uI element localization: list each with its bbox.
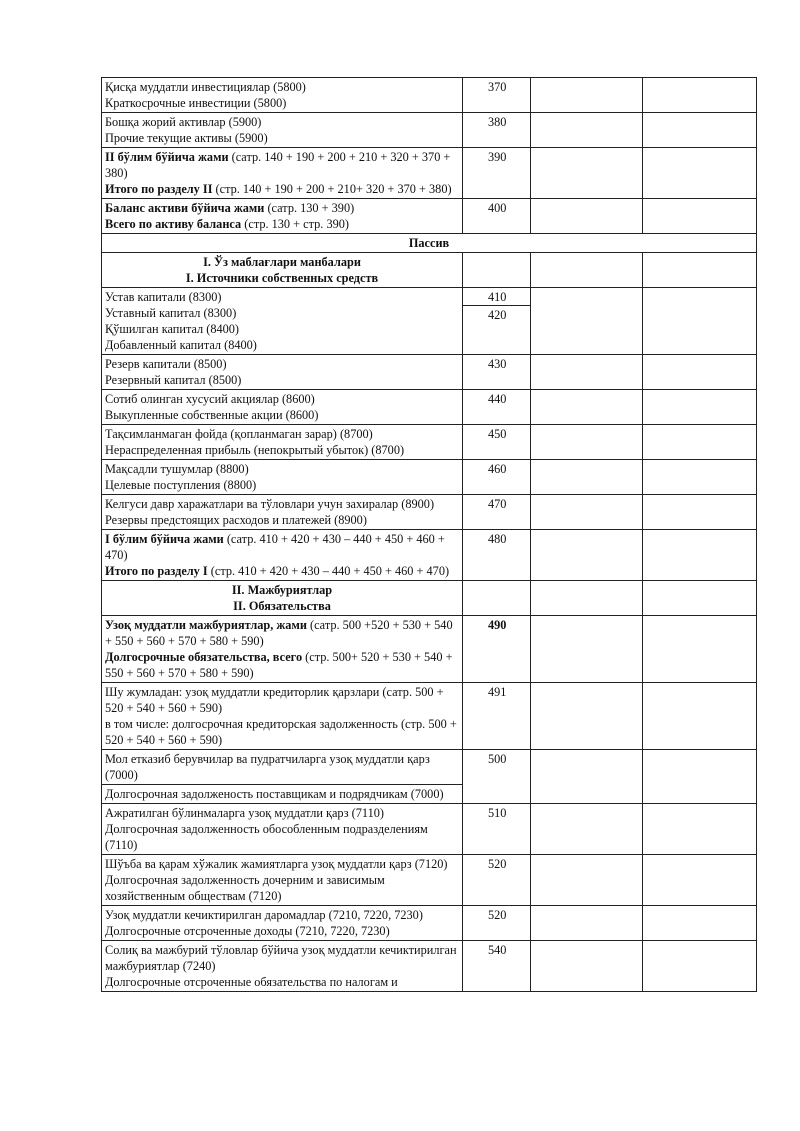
value-cell-end xyxy=(643,78,757,113)
value-cell-start xyxy=(531,855,643,906)
value-cell-start xyxy=(531,495,643,530)
table-row xyxy=(102,495,757,530)
value-cell-start xyxy=(531,390,643,425)
row-code xyxy=(463,581,531,616)
table-row xyxy=(102,425,757,460)
value-cell-start xyxy=(531,530,643,581)
row-description: Баланс активи бўйича жами (сатр. 130 + 390) Всего по активу баланса (стр. 130 + стр. 390) xyxy=(102,199,463,234)
row-code: 491 xyxy=(463,683,531,750)
row-code xyxy=(463,253,531,288)
row-code: 510 xyxy=(463,804,531,855)
table-row xyxy=(102,683,757,750)
value-cell-end xyxy=(643,804,757,855)
value-cell-end xyxy=(643,495,757,530)
section-title-row xyxy=(102,253,757,288)
row-code: 500 xyxy=(463,750,531,804)
row-description: Устав капитали (8300) Уставный капитал (8300) Қўшилган капитал (8400) Добавленный капитал (8400) xyxy=(102,288,463,355)
value-cell-start xyxy=(531,804,643,855)
value-cell-end xyxy=(643,750,757,804)
row-code: 410 xyxy=(488,290,507,304)
row-code: 400 xyxy=(463,199,531,234)
value-cell-start xyxy=(531,78,643,113)
value-cell-end xyxy=(643,425,757,460)
value-cell-end xyxy=(643,581,757,616)
row-description: Тақсимланмаган фойда (қопланмаган зарар) (8700) Нераспределенная прибыль (непокрытый убыток) (8700) xyxy=(102,425,463,460)
value-cell-end xyxy=(643,906,757,941)
row-description-split xyxy=(102,750,463,804)
table-row xyxy=(102,530,757,581)
table-row xyxy=(102,804,757,855)
row-description: Шўъба ва қарам хўжалик жамиятларга узоқ муддатли қарз (7120) Долгосрочная задолженность дочерним и зависимым хозяйственным обществам (7120) xyxy=(102,855,463,906)
table-row xyxy=(102,616,757,683)
value-cell-start xyxy=(531,199,643,234)
section-header-row xyxy=(102,234,757,253)
row-code: 390 xyxy=(463,148,531,199)
row-code: 440 xyxy=(463,390,531,425)
value-cell-end xyxy=(643,683,757,750)
table-row xyxy=(102,855,757,906)
value-cell-start xyxy=(531,253,643,288)
row-code: 520 xyxy=(463,855,531,906)
row-description: Солиқ ва мажбурий тўловлар бўйича узоқ муддатли кечиктирилган мажбуриятлар (7240) Долгосрочные отсроченные обязательства по налогам и xyxy=(102,941,463,992)
value-cell-end xyxy=(643,199,757,234)
table-row xyxy=(102,199,757,234)
row-code: 380 xyxy=(463,113,531,148)
row-description: Қисқа муддатли инвестициялар (5800) Краткосрочные инвестиции (5800) xyxy=(102,78,463,113)
row-description: Келгуси давр харажатлари ва тўловлари учун захиралар (8900) Резервы предстоящих расходов и платежей (8900) xyxy=(102,495,463,530)
value-cell-end xyxy=(643,460,757,495)
value-cell-start xyxy=(531,425,643,460)
value-cell-end xyxy=(643,253,757,288)
value-cell-start xyxy=(531,288,643,355)
row-code: 370 xyxy=(463,78,531,113)
row-description: Бошқа жорий активлар (5900) Прочие текущие активы (5900) xyxy=(102,113,463,148)
value-cell-end xyxy=(643,390,757,425)
section-title: I. Ўз маблағлари манбалари I. Источники собственных средств xyxy=(102,253,463,288)
value-cell-start xyxy=(531,113,643,148)
section-title-row xyxy=(102,581,757,616)
value-cell-start xyxy=(531,906,643,941)
value-cell-start xyxy=(531,148,643,199)
table-row xyxy=(102,750,757,804)
row-description: Мол етказиб берувчилар ва пудратчиларга узоқ муддатли қарз (7000) xyxy=(105,752,430,782)
value-cell-start xyxy=(531,683,643,750)
value-cell-end xyxy=(643,288,757,355)
row-code: 460 xyxy=(463,460,531,495)
table-row xyxy=(102,355,757,390)
value-cell-end xyxy=(643,616,757,683)
table-row xyxy=(102,288,757,355)
value-cell-start xyxy=(531,941,643,992)
row-description: Резерв капитали (8500) Резервный капитал (8500) xyxy=(102,355,463,390)
row-description: Долгосрочная задолженость поставщикам и подрядчикам (7000) xyxy=(102,784,462,803)
table-row xyxy=(102,78,757,113)
value-cell-end xyxy=(643,855,757,906)
value-cell-end xyxy=(643,530,757,581)
row-description: Узоқ муддатли кечиктирилган даромадлар (7210, 7220, 7230) Долгосрочные отсроченные доходы (7210, 7220, 7230) xyxy=(102,906,463,941)
table-row xyxy=(102,460,757,495)
value-cell-end xyxy=(643,113,757,148)
row-code-split xyxy=(463,288,531,355)
value-cell-start xyxy=(531,460,643,495)
row-description: Ажратилган бўлинмаларга узоқ муддатли қарз (7110) Долгосрочная задолженность обособленным подразделениям (7110) xyxy=(102,804,463,855)
passive-header: Пассив xyxy=(102,234,757,253)
value-cell-end xyxy=(643,355,757,390)
row-description: Узоқ муддатли мажбуриятлар, жами (сатр. 500 +520 + 530 + 540 + 550 + 560 + 570 + 580 + 590) Долгосрочные обязательства, всего (стр. 500+ 520 + 530 + 540 + 550 + 560 + 570 + 580 + 590) xyxy=(102,616,463,683)
value-cell-start xyxy=(531,616,643,683)
table-row xyxy=(102,113,757,148)
value-cell-end xyxy=(643,148,757,199)
section-title: II. Мажбуриятлар II. Обязательства xyxy=(102,581,463,616)
balance-sheet-table xyxy=(101,77,757,992)
row-code: 540 xyxy=(463,941,531,992)
table-row xyxy=(102,148,757,199)
row-code: 450 xyxy=(463,425,531,460)
row-code: 430 xyxy=(463,355,531,390)
row-code: 480 xyxy=(463,530,531,581)
row-description: Мақсадли тушумлар (8800) Целевые поступления (8800) xyxy=(102,460,463,495)
row-code: 470 xyxy=(463,495,531,530)
row-code: 420 xyxy=(463,305,530,323)
row-code: 490 xyxy=(463,616,531,683)
table-row xyxy=(102,390,757,425)
table-row xyxy=(102,906,757,941)
row-description: Шу жумладан: узоқ муддатли кредиторлик қарзлари (сатр. 500 + 520 + 540 + 560 + 590) в том числе: долгосрочная кредиторская задолженность (стр. 500 + 520 + 540 + 560 + 590) xyxy=(102,683,463,750)
value-cell-start xyxy=(531,750,643,804)
row-description: II бўлим бўйича жами (сатр. 140 + 190 + 200 + 210 + 320 + 370 + 380) Итого по разделу II (стр. 140 + 190 + 200 + 210+ 320 + 370 + 380) xyxy=(102,148,463,199)
value-cell-end xyxy=(643,941,757,992)
row-description: I бўлим бўйича жами (сатр. 410 + 420 + 430 – 440 + 450 + 460 + 470) Итого по разделу I (стр. 410 + 420 + 430 – 440 + 450 + 460 + 470) xyxy=(102,530,463,581)
value-cell-start xyxy=(531,355,643,390)
value-cell-start xyxy=(531,581,643,616)
row-code: 520 xyxy=(463,906,531,941)
table-row xyxy=(102,941,757,992)
row-description: Сотиб олинган хусусий акциялар (8600) Выкупленные собственные акции (8600) xyxy=(102,390,463,425)
